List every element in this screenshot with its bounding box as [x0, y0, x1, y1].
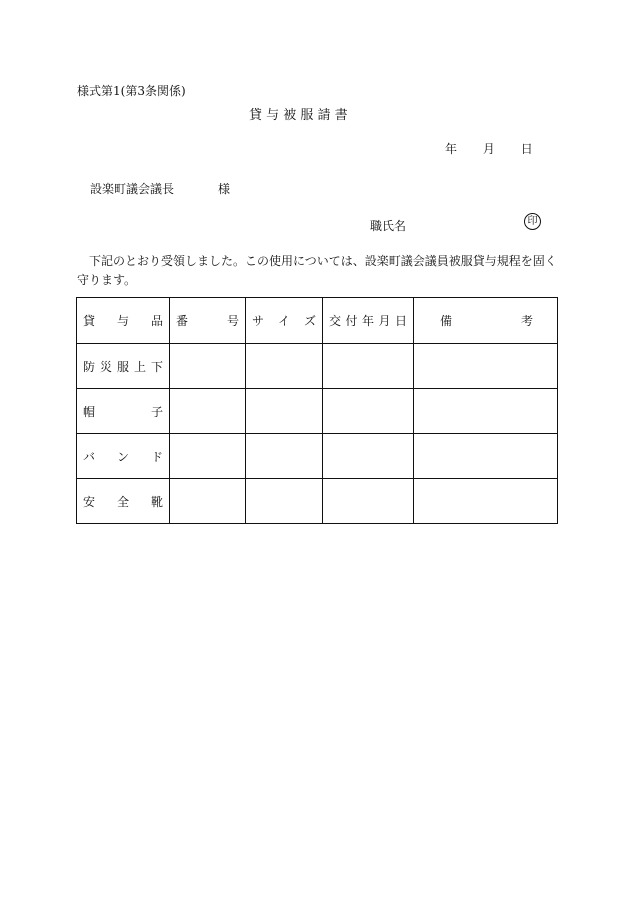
header-number [170, 298, 246, 344]
size-cell[interactable] [246, 479, 323, 524]
item-char: 防 [83, 359, 96, 374]
item-name [83, 403, 163, 420]
item-char: ン [116, 449, 129, 464]
item-char: 安 [83, 494, 96, 509]
header-char: 与 [116, 314, 129, 328]
date-line [445, 140, 533, 157]
item-cell [77, 479, 170, 524]
recipient-name: 設楽町議会議長 [90, 182, 175, 196]
number-cell[interactable] [170, 344, 246, 389]
header-date [323, 298, 414, 344]
number-cell[interactable] [170, 434, 246, 479]
form-number: 様式第1(第3条関係) [77, 84, 186, 98]
table-row [77, 344, 558, 389]
date-cell[interactable] [323, 434, 414, 479]
notes-cell[interactable] [414, 434, 558, 479]
item-char: バ [83, 449, 96, 464]
table-header-row [77, 298, 558, 344]
item-name [83, 448, 163, 465]
size-cell[interactable] [246, 434, 323, 479]
year-label: 年 [445, 142, 458, 156]
table-row [77, 434, 558, 479]
number-cell[interactable] [170, 479, 246, 524]
header-char: 考 [520, 314, 533, 328]
item-name [83, 493, 163, 510]
header-char: サ [252, 314, 265, 328]
item-name [83, 358, 163, 375]
header-notes [414, 298, 558, 344]
header-char: 月 [378, 314, 391, 328]
item-cell [77, 344, 170, 389]
header-char: 貸 [83, 314, 96, 328]
header-char: 号 [226, 314, 239, 328]
items-table [76, 297, 558, 524]
header-char: ズ [303, 314, 316, 328]
header-date-text [329, 312, 407, 329]
header-char: 付 [345, 314, 358, 328]
item-cell [77, 434, 170, 479]
header-char: 番 [176, 314, 189, 328]
document-title: 貸 与 被 服 請 書 [249, 108, 348, 123]
date-cell[interactable] [323, 479, 414, 524]
recipient-line [90, 180, 230, 197]
month-label: 月 [482, 142, 495, 156]
table-row [77, 389, 558, 434]
header-number-text [176, 312, 239, 329]
size-cell[interactable] [246, 344, 323, 389]
header-char: 交 [329, 314, 342, 328]
item-char: 下 [150, 359, 163, 374]
item-char: 子 [150, 404, 163, 419]
item-char: 上 [133, 359, 146, 374]
date-cell[interactable] [323, 344, 414, 389]
applicant-label: 職氏名 [370, 219, 407, 233]
header-size-text [252, 312, 316, 329]
item-char: 靴 [150, 494, 163, 509]
item-char: 帽 [83, 404, 96, 419]
header-char: 品 [150, 314, 163, 328]
header-char: 年 [361, 314, 374, 328]
header-item [77, 298, 170, 344]
item-char: 服 [116, 359, 129, 374]
date-cell[interactable] [323, 389, 414, 434]
header-notes-text [420, 312, 551, 329]
item-char: ド [150, 449, 163, 464]
item-char: 全 [116, 494, 129, 509]
notes-cell[interactable] [414, 389, 558, 434]
notes-cell[interactable] [414, 344, 558, 389]
header-char: 備 [440, 314, 453, 328]
size-cell[interactable] [246, 389, 323, 434]
header-size [246, 298, 323, 344]
item-cell [77, 389, 170, 434]
table-row [77, 479, 558, 524]
seal-mark: 印 [524, 213, 541, 230]
header-char: 日 [394, 314, 407, 328]
recipient-honorific: 様 [218, 182, 231, 196]
header-char: イ [277, 314, 290, 328]
header-item-text [83, 312, 163, 329]
day-label: 日 [520, 142, 533, 156]
notes-cell[interactable] [414, 479, 558, 524]
number-cell[interactable] [170, 389, 246, 434]
item-char: 災 [99, 359, 112, 374]
body-text: 下記のとおり受領しました。この使用については、設楽町議会議員被服貸与規程を固く守ります。 [77, 254, 557, 287]
